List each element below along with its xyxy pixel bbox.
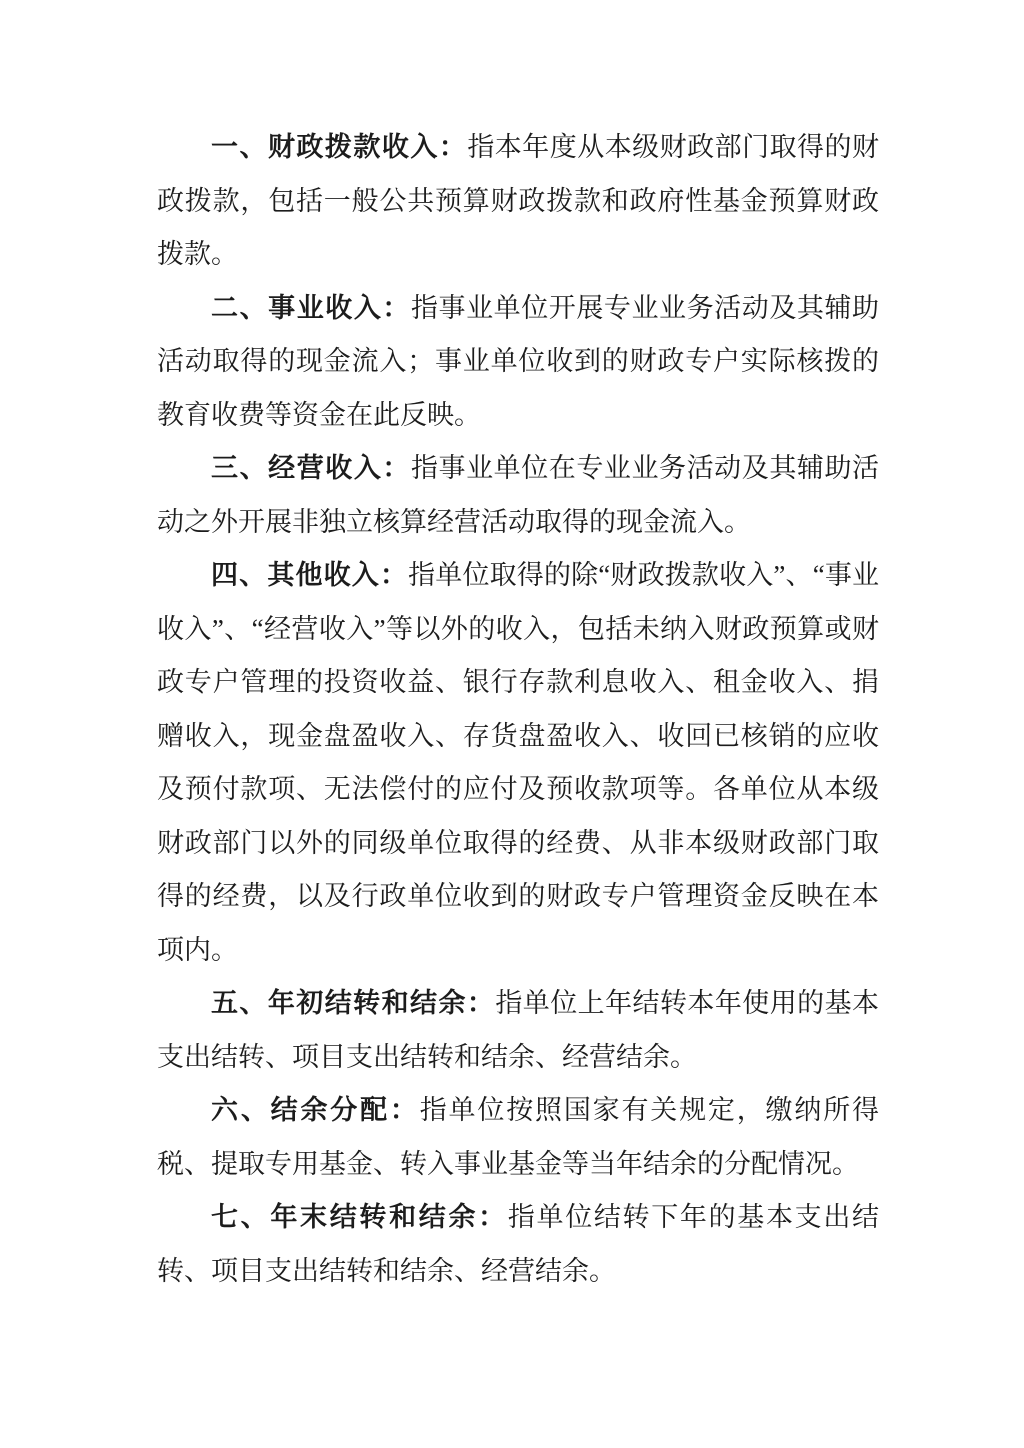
term-definition: 指单位上年结转本年使用的基本支出结转、项目支出结转和结余、经营结余。 [157, 988, 880, 1072]
term-definition: 指事业单位在专业业务活动及其辅助活动之外开展非独立核算经营活动取得的现金流入。 [157, 453, 880, 537]
term-definition: 指本年度从本级财政部门取得的财政拨款，包括一般公共预算财政拨款和政府性基金预算财政拨款。 [157, 132, 880, 269]
term-label: 一、财政拨款收入： [211, 132, 468, 162]
paragraph-beginning-year-carryover-surplus [157, 977, 879, 1084]
term-definition: 指单位结转下年的基本支出结转、项目支出结转和结余、经营结余。 [157, 1202, 880, 1286]
paragraph-other-income [157, 549, 879, 977]
term-definition: 指事业单位开展专业业务活动及其辅助活动取得的现金流入；事业单位收到的财政专户实际核拨的教育收费等资金在此反映。 [157, 292, 880, 430]
paragraph-year-end-carryover-surplus [157, 1191, 879, 1298]
term-label: 七、年末结转和结余： [211, 1202, 508, 1232]
term-definition: 指单位取得的除“财政拨款收入”、“事业收入”、“经营收入”等以外的收入，包括未纳入财政预算或财政专户管理的投资收益、银行存款利息收入、租金收入、捐赠收入，现金盘盈收入、存货盘盈收入、收回已核销的应收及预付款项、无法偿付的应付及预收款项等。各单位从本级财政部门以外的同级单位取得的经费、从非本级财政部门取得的经费，以及行政单位收到的财政专户管理资金反映在本项内。 [157, 560, 880, 965]
paragraph-surplus-distribution [157, 1084, 879, 1191]
paragraph-business-income [157, 442, 879, 549]
paragraph-fiscal-appropriation-income [157, 121, 879, 282]
paragraph-operating-income-public-institution [157, 282, 879, 443]
term-label: 六、结余分配： [211, 1095, 420, 1125]
term-label: 五、年初结转和结余： [211, 988, 496, 1018]
term-label: 四、其他收入： [211, 560, 409, 590]
term-definition: 指单位按照国家有关规定，缴纳所得税、提取专用基金、转入事业基金等当年结余的分配情况。 [157, 1095, 880, 1179]
term-label: 二、事业收入： [211, 292, 411, 323]
term-label: 三、经营收入： [211, 453, 411, 483]
